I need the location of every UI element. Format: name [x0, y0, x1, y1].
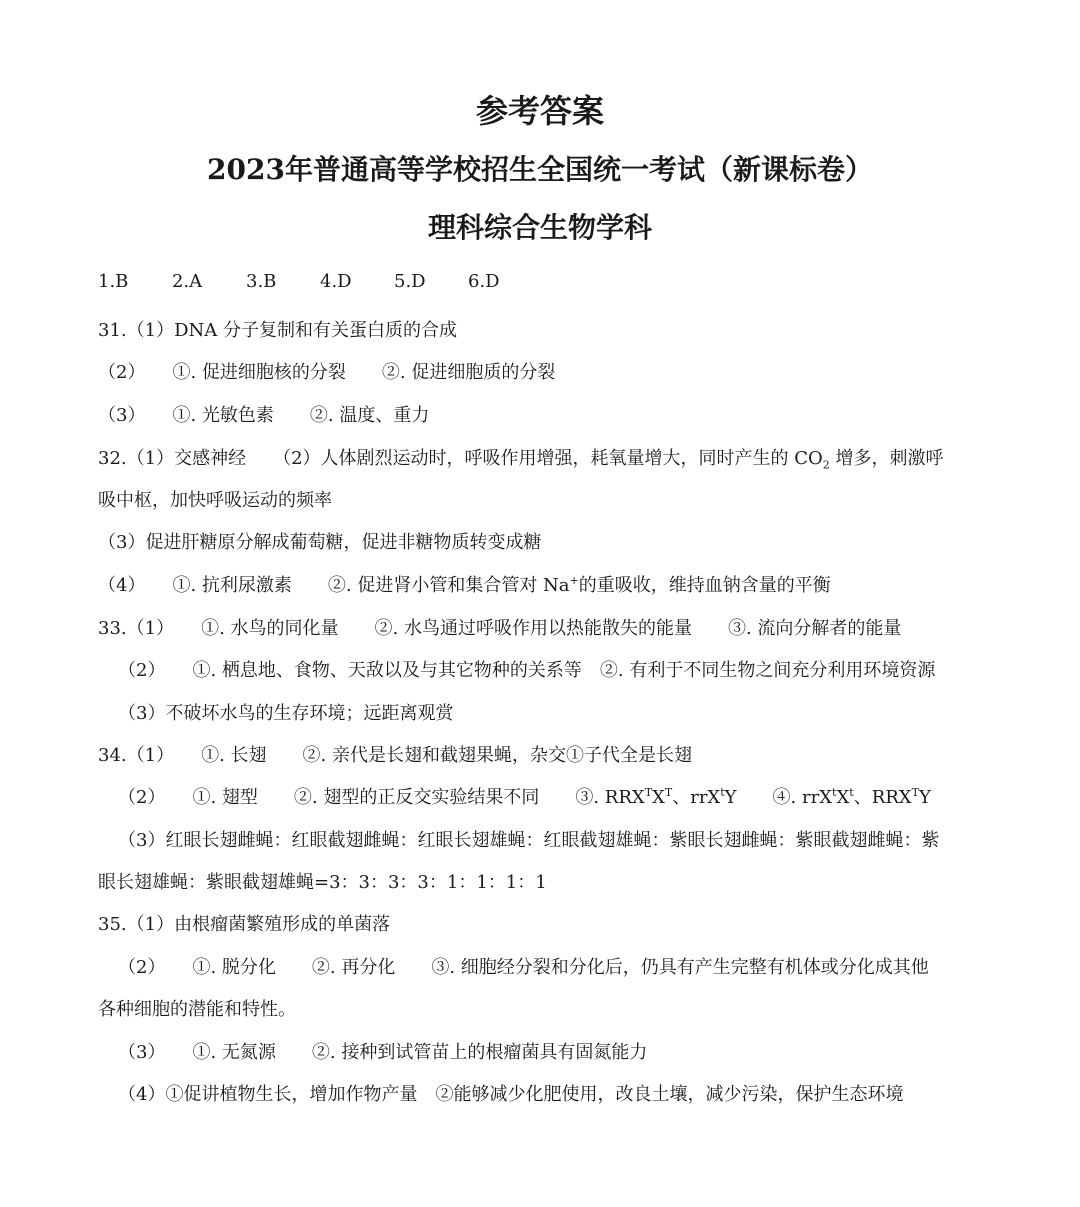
q34-part2-text: X	[836, 787, 850, 808]
q32-part4	[98, 574, 831, 598]
q33-part2: （2） ①. 栖息地、食物、天敌以及与其它物种的关系等 ②. 有利于不同生物之间充分利用环境资源	[118, 660, 936, 681]
q33-part1: 33.（1） ①. 水鸟的同化量 ②. 水鸟通过呼吸作用以热能散失的能量 ③. 流向分解者的能量	[98, 618, 902, 639]
choice-answers	[98, 270, 542, 294]
q35-part1: 35.（1）由根瘤菌繁殖形成的单菌落	[98, 914, 391, 935]
q34-part3-cont: 眼长翅雄蝇：紫眼截翅雄蝇=3：3：3：3：1：1：1：1	[98, 872, 547, 893]
q34-part2-text: （2） ①. 翅型 ②. 翅型的正反交实验结果不同 ③. RRX	[118, 787, 645, 808]
q32-na-superscript: +	[569, 574, 579, 587]
subject-title: 理科综合生物学科	[427, 211, 652, 244]
q32-part1-text-end: 增多，刺激呼	[829, 448, 944, 469]
q34-part3: （3）红眼长翅雌蝇：红眼截翅雌蝇：红眼长翅雄蝇：红眼截翅雄蝇：紫眼长翅雌蝇：紫眼截翅雌蝇：紫	[118, 830, 940, 851]
q33-part3: （3）不破坏水鸟的生存环境；远距离观赏	[118, 703, 454, 724]
choice-answer: 3.B	[246, 271, 277, 292]
choice-answer: 5.D	[394, 271, 426, 292]
q34-part2-text: 、rrX	[672, 787, 721, 808]
q35-part2-cont: 各种细胞的潜能和特性。	[98, 999, 296, 1020]
q34-part1: 34.（1） ①. 长翅 ②. 亲代是长翅和截翅果蝇，杂交①子代全是长翅	[98, 745, 692, 766]
superscript: T	[664, 786, 673, 799]
superscript: T	[644, 786, 653, 799]
q35-part2: （2） ①. 脱分化 ②. 再分化 ③. 细胞经分裂和分化后，仍具有产生完整有机体或分化成其他	[118, 957, 929, 978]
q31-part2: （2） ①. 促进细胞核的分裂 ②. 促进细胞质的分裂	[98, 362, 556, 383]
q34-part2-text: 、RRX	[853, 787, 912, 808]
q32-part3: （3）促进肝糖原分解成葡萄糖，促进非糖物质转变成糖	[98, 532, 542, 553]
superscript: t	[849, 786, 854, 799]
q34-part2-text: X	[652, 787, 665, 808]
q35-part3: （3） ①. 无氮源 ②. 接种到试管苗上的根瘤菌具有固氮能力	[118, 1042, 648, 1063]
q32-co2-subscript: 2	[822, 458, 830, 472]
q31-part1: 31.（1）DNA 分子复制和有关蛋白质的合成	[98, 320, 457, 341]
q31-part3: （3） ①. 光敏色素 ②. 温度、重力	[98, 405, 430, 426]
choice-answer: 4.D	[320, 271, 352, 292]
choice-answer: 1.B	[98, 271, 129, 292]
page-title: 参考答案	[475, 92, 604, 130]
q32-part1	[98, 447, 944, 471]
q34-part2-text: Y ④. rrX	[724, 787, 833, 808]
q32-part4-text: （4） ①. 抗利尿激素 ②. 促进肾小管和集合管对 Na	[98, 575, 570, 596]
superscript: T	[911, 786, 919, 799]
q32-part1-cont: 吸中枢，加快呼吸运动的频率	[98, 490, 332, 511]
q32-part1-text: 32.（1）交感神经 （2）人体剧烈运动时，呼吸作用增强，耗氧量增大，同时产生的 CO	[98, 448, 823, 469]
superscript: t	[720, 786, 725, 799]
q35-part4: （4）①促讲植物生长，增加作物产量 ②能够减少化肥使用，改良土壤，减少污染，保护生态环境	[118, 1084, 904, 1105]
choice-answer: 6.D	[468, 271, 500, 292]
q34-part2	[118, 786, 931, 810]
q32-part4-text-end: 的重吸收，维持血钠含量的平衡	[578, 575, 831, 596]
exam-subtitle: 2023年普通高等学校招生全国统一考试（新课标卷）	[207, 153, 873, 186]
superscript: t	[832, 786, 837, 799]
choice-answer: 2.A	[172, 271, 203, 292]
q34-part2-text: Y	[918, 787, 931, 808]
